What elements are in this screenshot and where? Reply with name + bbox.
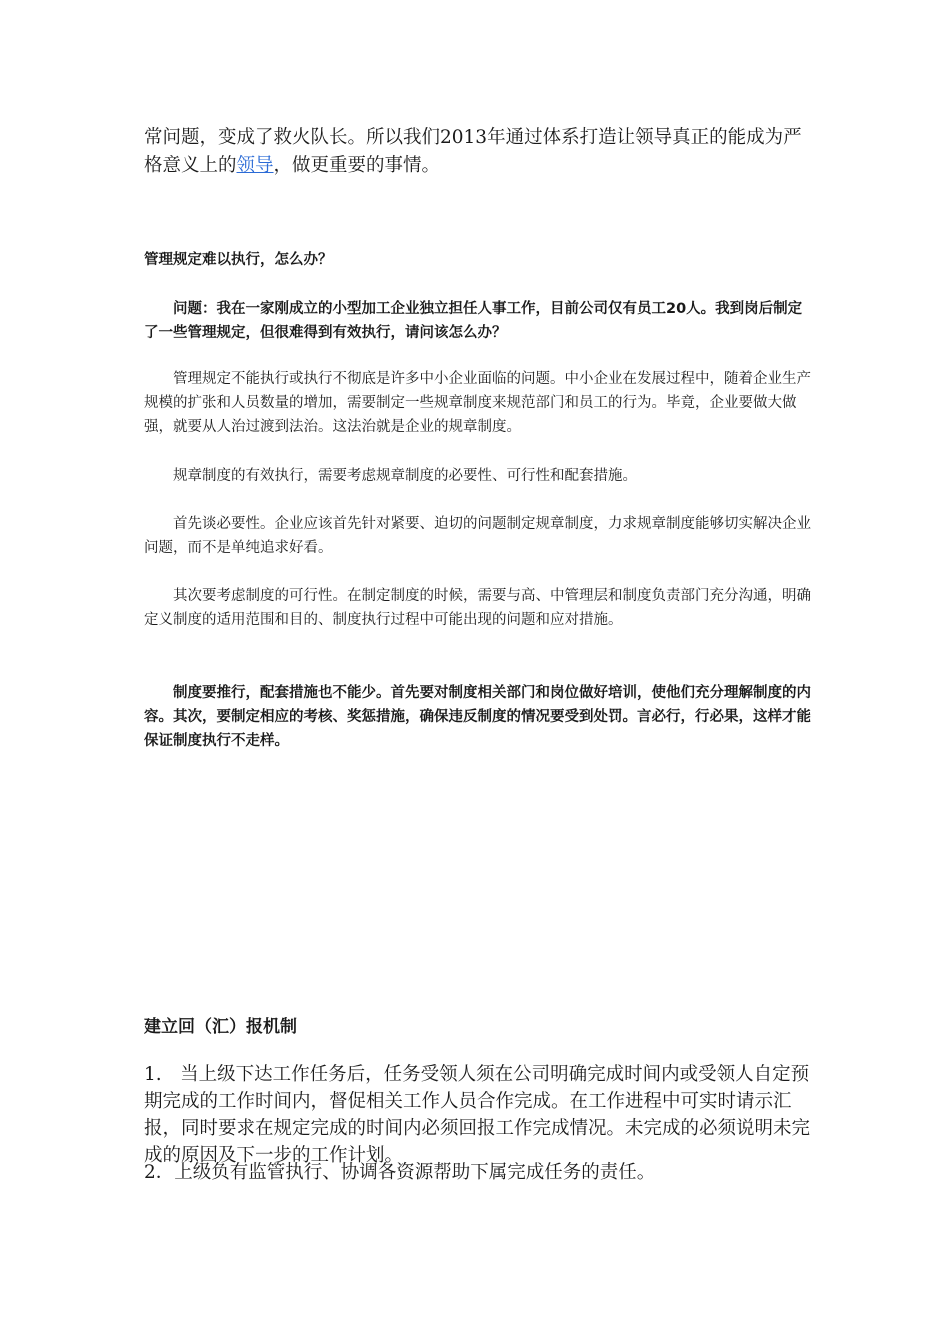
answer-paragraph-4: 其次要考虑制度的可行性。在制定制度的时候，需要与高、中管理层和制度负责部门充分沟通，明确定义制度的适用范围和目的、制度执行过程中可能出现的问题和应对措施。 <box>144 588 811 628</box>
intro-text-after-link: ，做更重要的事情。 <box>273 155 441 176</box>
answer-paragraph-3: 首先谈必要性。企业应该首先针对紧要、迫切的问题制定规章制度，力求规章制度能够切实解决企业问题，而不是单纯追求好看。 <box>144 516 811 556</box>
report-section-title: 建立回（汇）报机制 <box>144 1017 297 1037</box>
bold-conclusion-paragraph: 制度要推行，配套措施也不能少。首先要对制度相关部门和岗位做好培训，使他们充分理解制度的内容。其次，要制定相应的考核、奖惩措施，确保违反制度的情况要受到处罚。言必行，行必果，这样才能保证制度执行不走样。 <box>144 685 811 749</box>
question-section-title: 管理规定难以执行，怎么办？ <box>144 252 333 268</box>
report-list-item-2: 2．上级负有监管执行、协调各资源帮助下属完成任务的责任。 <box>144 1162 656 1183</box>
intro-paragraph <box>144 124 812 180</box>
question-paragraph: 问题：我在一家刚成立的小型加工企业独立担任人事工作，目前公司仅有员工20人。我到岗后制定了一些管理规定，但很难得到有效执行，请问该怎么办？ <box>144 301 803 341</box>
intro-text-before-link: 常问题，变成了救火队长。所以我们2013年通过体系打造让领导真正的能成为严格意义上的 <box>144 127 802 176</box>
answer-paragraph-2: 规章制度的有效执行，需要考虑规章制度的必要性、可行性和配套措施。 <box>173 468 637 484</box>
answer-paragraph-1: 管理规定不能执行或执行不彻底是许多中小企业面临的问题。中小企业在发展过程中，随着企业生产规模的扩张和人员数量的增加，需要制定一些规章制度来规范部门和员工的行为。毕竟，企业要做大做强，就要从人治过渡到法治。这法治就是企业的规章制度。 <box>144 371 811 435</box>
leader-link[interactable]: 领导 <box>236 155 274 176</box>
report-list-item-1: 1. 当上级下达工作任务后，任务受领人须在公司明确完成时间内或受领人自定预期完成的工作时间内，督促相关工作人员合作完成。在工作进程中可实时请示汇报，同时要求在规定完成的时间内必须回报工作完成情况。未完成的必须说明未完成的原因及下一步的工作计划。 <box>144 1064 811 1166</box>
